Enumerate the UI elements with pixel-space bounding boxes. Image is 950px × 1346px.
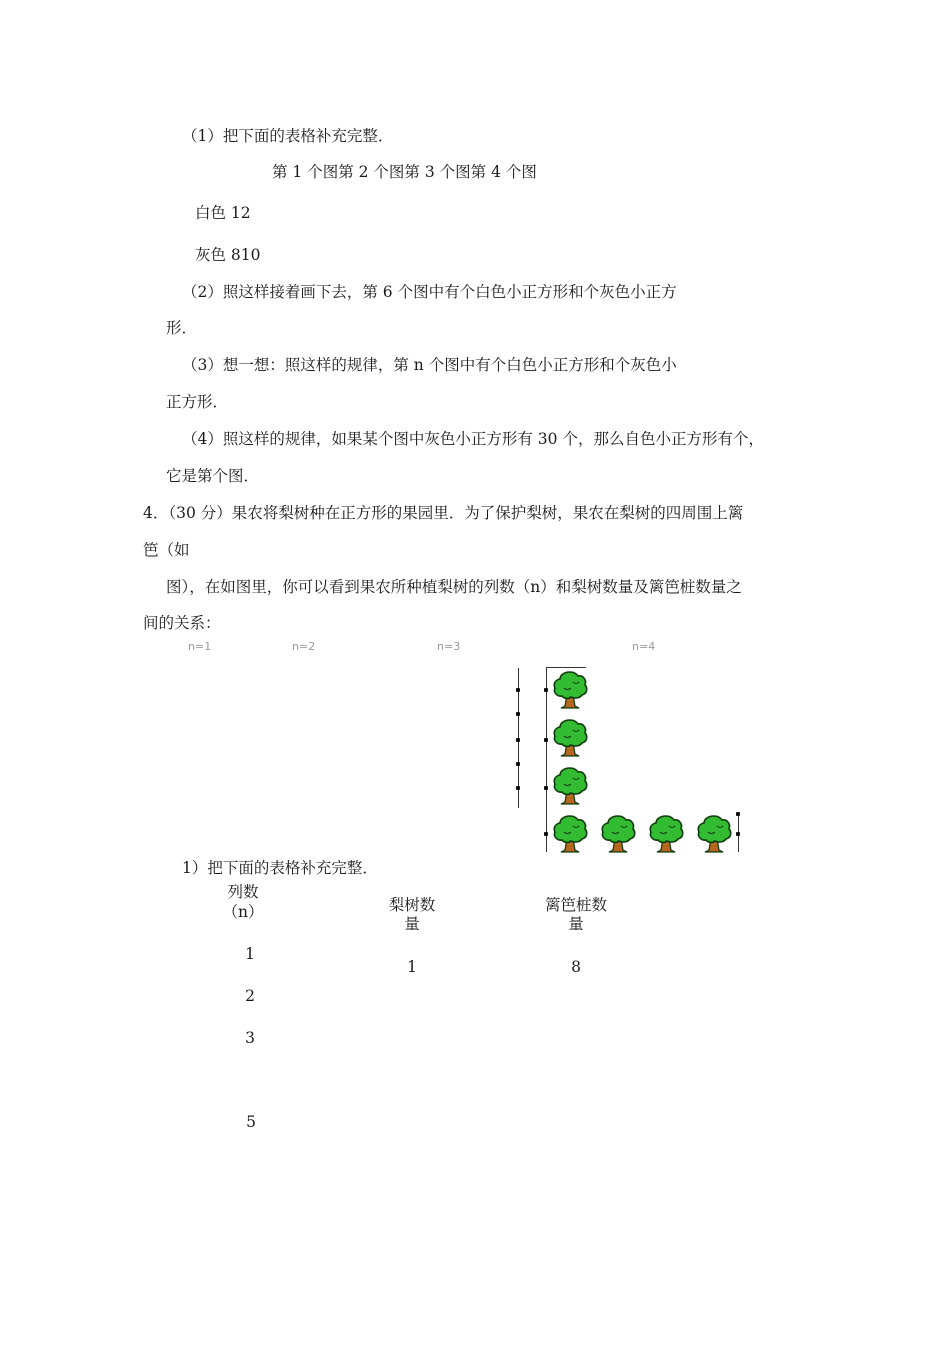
table-cell-trees: 1	[407, 958, 417, 976]
fence-rail-inner	[546, 668, 547, 852]
table-header-posts-line2: 量	[568, 915, 584, 933]
fence-post	[736, 832, 740, 836]
table-header-trees-line2: 量	[404, 915, 420, 933]
fence-post	[544, 738, 548, 742]
table-header-posts-line1: 篱笆桩数	[544, 896, 607, 914]
q4-line3: 图），在如图里，你可以看到果农所种植梨树的列数（n）和梨树数量及篱笆桩数量之	[166, 578, 742, 596]
q3-part1: （1）把下面的表格补充完整．	[182, 127, 394, 145]
q3-part3-line2: 正方形．	[166, 393, 229, 411]
figure-label-n2: n=2	[292, 640, 316, 653]
tree-icon	[549, 716, 591, 758]
tree-icon	[645, 812, 687, 854]
q3-row-white: 白色 12	[195, 204, 251, 222]
q3-part2-line1: （2）照这样接着画下去，第 6 个图中有个白色小正方形和个灰色小正方	[182, 283, 677, 301]
tree-icon	[549, 668, 591, 710]
table-header-n-line2: （n）	[222, 903, 264, 921]
fence-post	[736, 812, 740, 816]
table-cell-n: 5	[246, 1113, 256, 1131]
q3-part4-line2: 它是第个图．	[166, 467, 260, 485]
q4-line1: 4．（30 分）果农将梨树种在正方形的果园里．为了保护梨树，果农在梨树的四周围上篱	[143, 504, 744, 522]
fence-post	[516, 688, 520, 692]
q3-part2-line2: 形．	[166, 319, 198, 337]
table-cell-n: 1	[245, 945, 255, 963]
table-cell-n: 3	[245, 1029, 255, 1047]
table-cell-posts: 8	[571, 958, 581, 976]
tree-icon	[597, 812, 639, 854]
table-cell-n: 2	[245, 987, 255, 1005]
table-header-trees-line1: 梨树数	[388, 896, 436, 914]
table-header-n-line1: 列数	[227, 883, 259, 901]
q4-line4: 间的关系：	[143, 614, 221, 632]
figure-label-n4: n=4	[632, 640, 656, 653]
tree-icon	[549, 812, 591, 854]
tree-icon	[693, 812, 735, 854]
q3-table-header: 第 1 个图第 2 个图第 3 个图第 4 个图	[272, 163, 537, 181]
figure-label-n3: n=3	[437, 640, 461, 653]
fence-post	[516, 786, 520, 790]
fence-post	[516, 738, 520, 742]
q4-line2: 笆（如	[143, 541, 190, 559]
fence-post	[544, 832, 548, 836]
fence-post	[544, 786, 548, 790]
q4-part1: 1）把下面的表格补充完整．	[182, 859, 378, 877]
fence-post	[516, 712, 520, 716]
q3-part3-line1: （3）想一想：照这样的规律，第 n 个图中有个白色小正方形和个灰色小	[182, 356, 677, 374]
q3-row-gray: 灰色 810	[195, 246, 261, 264]
tree-icon	[549, 764, 591, 806]
fence-post	[544, 688, 548, 692]
fence-post	[516, 762, 520, 766]
figure-label-n1: n=1	[188, 640, 212, 653]
q3-part4-line1: （4）照这样的规律，如果某个图中灰色小正方形有 30 个，那么自色小正方形有个，	[182, 430, 764, 448]
